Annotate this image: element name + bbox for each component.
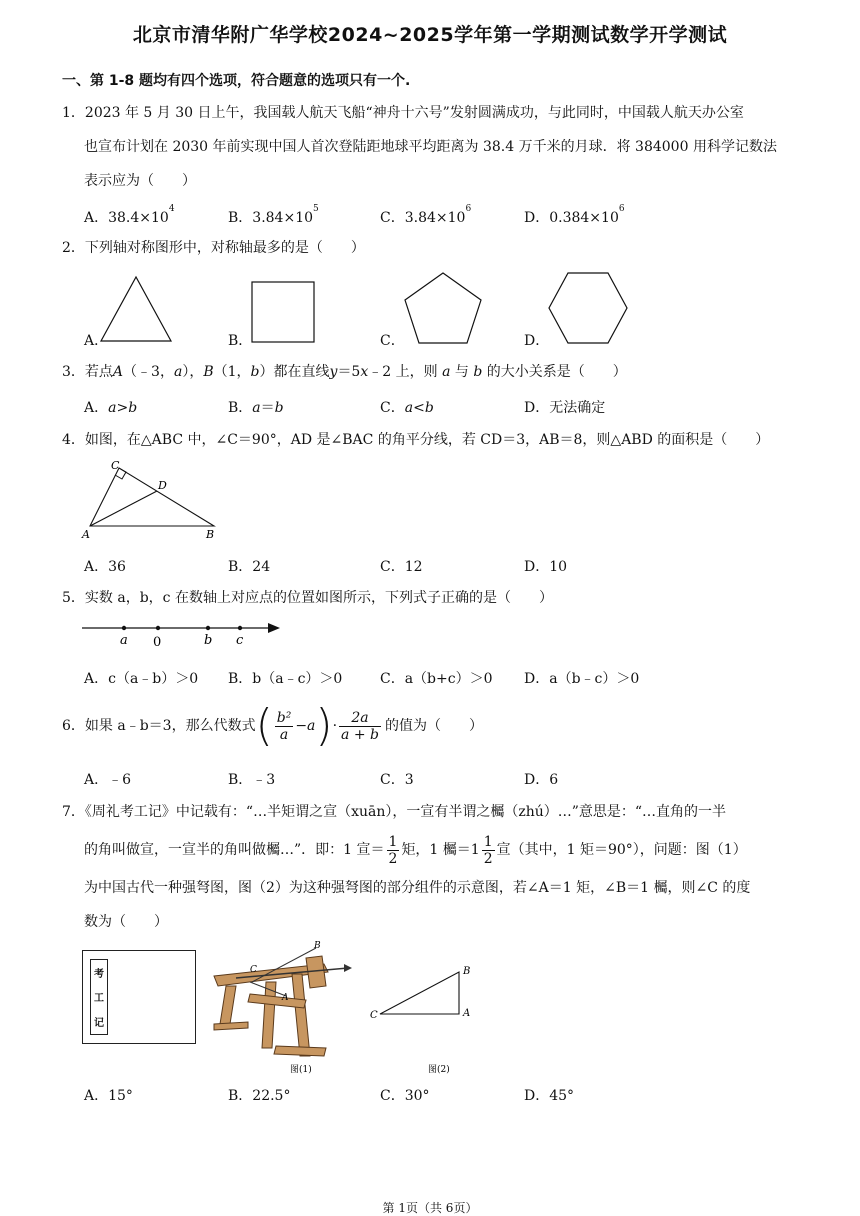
q7-line2: 的角叫做宣，一宣半的角叫做欘…”．即：1 宣＝ $\frac{1}{2}$ 矩，1 欘＝1 $\frac{1}{2}$ 宣（其中，1 矩＝90°），问题：图（1） — [84, 833, 747, 867]
q5-stem: 5．实数 a，b，c 在数轴上对应点的位置如图所示，下列式子正确的是（ ） — [62, 590, 553, 606]
label-b: B — [206, 528, 215, 541]
fig2-label-a: A — [463, 1008, 471, 1019]
q5-option-c[interactable]: C．a（b+c）＞0 — [380, 671, 493, 687]
q2-option-b[interactable]: B． — [228, 333, 253, 349]
q4-option-c[interactable]: C．12 — [380, 559, 423, 575]
book-title-strip: 考 工 记 — [90, 959, 108, 1035]
number-line-figure — [80, 616, 286, 652]
fig2-label-c: C — [370, 1010, 378, 1021]
q7-line3: 为中国古代一种强弩图，图（2）为这种强弩图的部分组件的示意图，若∠A＝1 矩，∠B＝1 欘，则∠C 的度 — [84, 880, 751, 896]
q1-option-c[interactable]: C．$3.84\times 10^6$ — [380, 204, 472, 226]
q3-option-c[interactable]: C．a<b — [380, 400, 434, 416]
q4-option-d[interactable]: D．10 — [524, 559, 568, 575]
q2-stem: 2．下列轴对称图形中，对称轴最多的是（ ） — [62, 240, 365, 256]
q1-line2: 也宣布计划在 2030 年前实现中国人首次登陆距地球平均距离为 38.4 万千米的月球．将 384000 用科学记数法 — [84, 139, 777, 155]
q6-stem: 6．如果 a﹣b＝3，那么代数式 ( $\frac{\text{b²}}{a}$ −a ) · $\frac{2a}{a + b}$ 的值为（ ） — [62, 700, 483, 751]
kaogongji-book-figure — [82, 950, 196, 1044]
q2-option-a[interactable]: A． — [84, 333, 109, 349]
square-figure — [250, 280, 316, 344]
fraction-b2-over-a: $\frac{\text{b²}}{a}$ — [276, 709, 292, 743]
q1-option-a[interactable]: A．$38.4\times 10^4$ — [84, 204, 175, 226]
q1-line1: 1．2023 年 5 月 30 日上午，我国载人航天飞船“神舟十六号”发射圆满成功，与此同时，中国载人航天办公室 — [62, 105, 744, 121]
q1-option-b[interactable]: B．$3.84\times 10^5$ — [228, 204, 319, 226]
fig1-label-b: B — [314, 941, 321, 951]
q3-option-a[interactable]: A．a>b — [84, 400, 138, 416]
q7-line1: 7．《周礼考工记》中记载有：“…半矩谓之宣（xuān），一宣有半谓之欘（zhú）…”意思是：“…直角的一半 — [62, 804, 727, 820]
section-heading: 一、第 1-8 题均有四个选项，符合题意的选项只有一个. — [62, 73, 411, 89]
axis-label-c: c — [236, 633, 244, 648]
fig2-caption: 图(2) — [428, 1065, 450, 1075]
q7-option-a[interactable]: A．15° — [84, 1088, 133, 1104]
q3-stem: 3．若点A（﹣3，a），B（1，b）都在直线y＝5x﹣2 上，则 a 与 b 的大小关系是（ ） — [62, 364, 627, 380]
triangle-figure — [98, 274, 174, 344]
crossbow-figure — [206, 938, 356, 1076]
q6-option-c[interactable]: C．3 — [380, 772, 414, 788]
q2-option-c[interactable]: C． — [380, 333, 405, 349]
axis-label-b: b — [204, 633, 213, 648]
q1-option-d[interactable]: D．$0.384\times 10^6$ — [524, 204, 625, 226]
page-title: 北京市清华附广华学校2024~2025学年第一学期测试数学开学测试 — [132, 24, 728, 46]
q5-option-b[interactable]: B．b（a﹣c）＞0 — [228, 671, 343, 687]
fig1-label-c: C — [250, 965, 257, 975]
q3-option-b[interactable]: B．a＝b — [228, 400, 284, 416]
q6-option-b[interactable]: B．﹣3 — [228, 772, 276, 788]
q4-option-a[interactable]: A．36 — [84, 559, 126, 575]
fraction-2a-over-a-plus-b: $\frac{2a}{a + b}$ — [341, 709, 379, 743]
q5-option-a[interactable]: A．c（a﹣b）＞0 — [84, 671, 199, 687]
q6-option-d[interactable]: D．6 — [524, 772, 559, 788]
q7-option-b[interactable]: B．22.5° — [228, 1088, 291, 1104]
q7-option-c[interactable]: C．30° — [380, 1088, 430, 1104]
q4-option-b[interactable]: B．24 — [228, 559, 271, 575]
axis-label-zero: 0 — [153, 635, 162, 650]
q3-option-d[interactable]: D．无法确定 — [524, 400, 606, 416]
q5-option-d[interactable]: D．a（b﹣c）＞0 — [524, 671, 640, 687]
fig1-label-a: A — [282, 993, 289, 1003]
q1-line3: 表示应为（ ） — [84, 173, 196, 189]
fig2-label-b: B — [463, 966, 471, 977]
pentagon-figure — [402, 270, 484, 346]
q7-line4: 数为（ ） — [84, 914, 168, 930]
q2-option-d[interactable]: D． — [524, 333, 550, 349]
q4-triangle-figure — [78, 458, 228, 542]
label-d: D — [158, 479, 167, 492]
fig1-caption: 图(1) — [290, 1065, 312, 1075]
q4-stem: 4．如图，在△ABC 中，∠C＝90°，AD 是∠BAC 的角平分线，若 CD＝3，AB＝8，则△ABD 的面积是（ ） — [62, 432, 770, 448]
page-footer: 第 1页（共 6页） — [382, 1201, 478, 1215]
axis-label-a: a — [120, 633, 128, 648]
q7-option-d[interactable]: D．45° — [524, 1088, 575, 1104]
fig2-triangle — [366, 962, 480, 1076]
label-a: A — [82, 528, 90, 541]
label-c: C — [111, 459, 120, 472]
q6-option-a[interactable]: A．﹣6 — [84, 772, 132, 788]
hexagon-figure — [546, 270, 630, 346]
